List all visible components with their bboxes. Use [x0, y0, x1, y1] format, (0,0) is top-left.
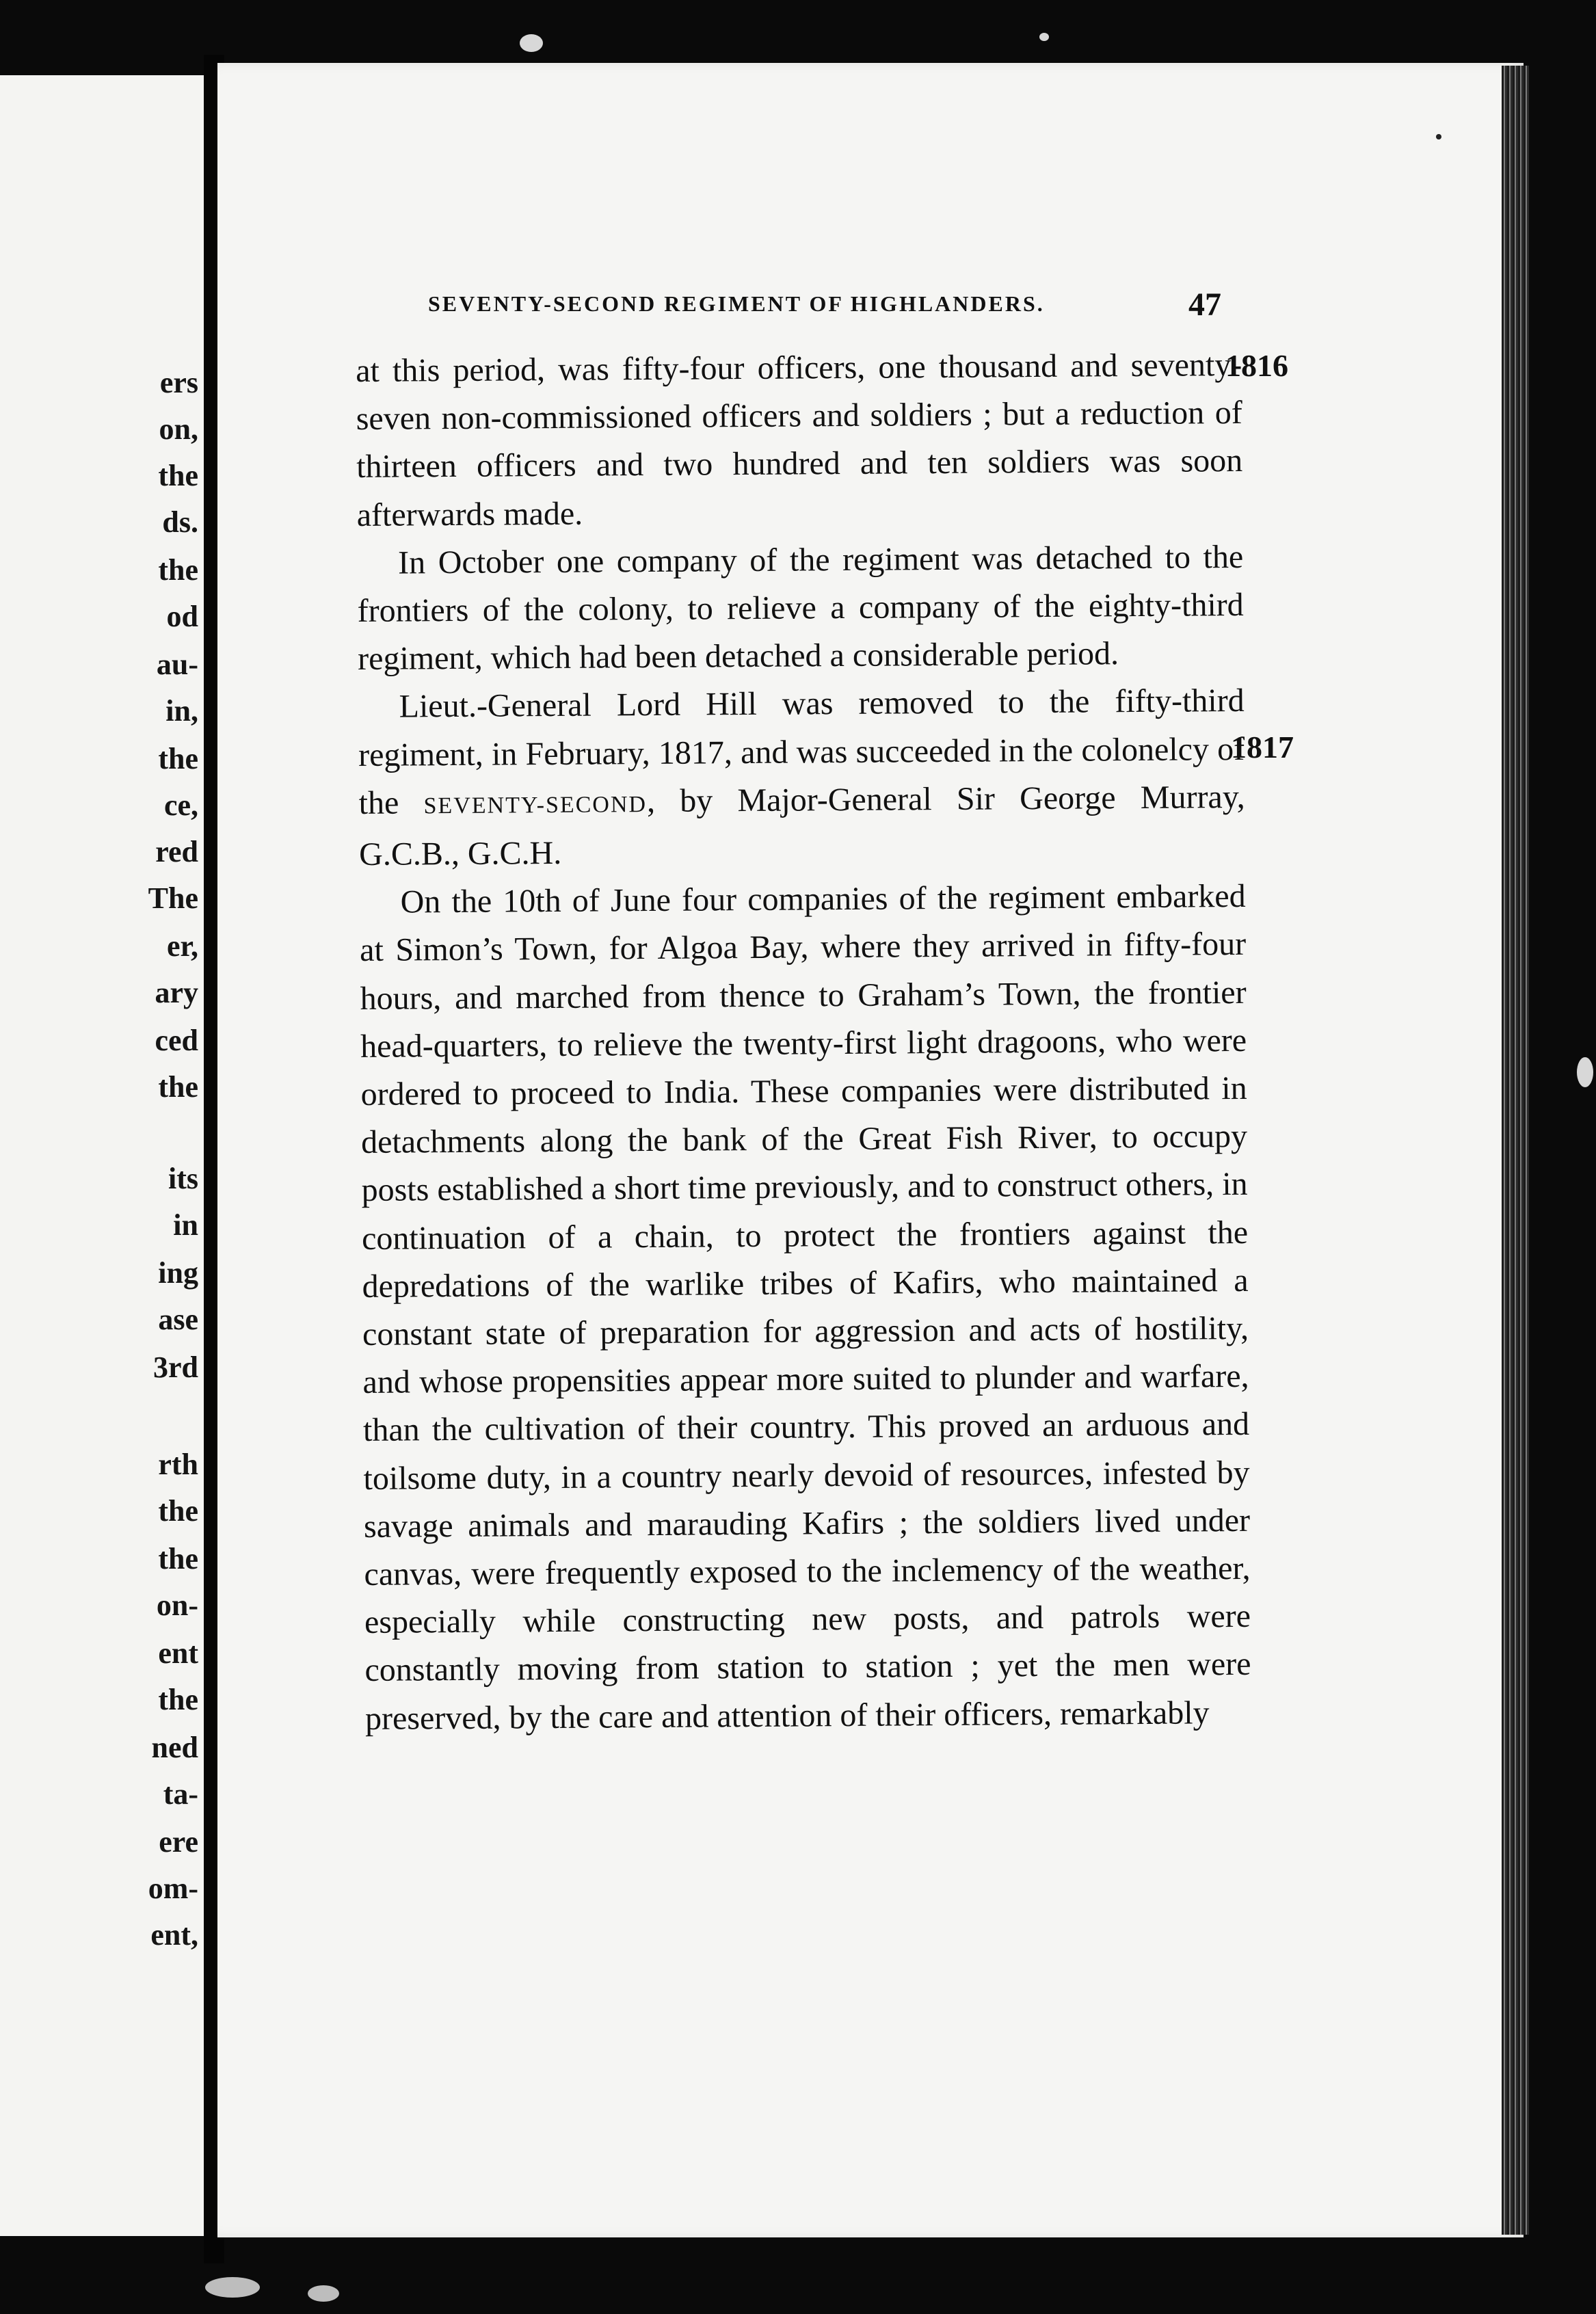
running-title: SEVENTY-SECOND REGIMENT OF HIGHLANDERS. — [428, 291, 1045, 316]
left-fragment: ers — [159, 366, 198, 399]
paragraph-2 — [357, 533, 1244, 684]
left-fragment: od — [166, 600, 198, 633]
page-header — [428, 286, 1221, 327]
margin-year-1817: 1817 — [1231, 730, 1294, 764]
left-fragment: its — [168, 1162, 198, 1195]
left-fragment: the — [158, 742, 198, 775]
left-fragment: on- — [156, 1588, 198, 1622]
left-facing-page — [0, 75, 204, 2236]
left-fragment: ned — [151, 1731, 198, 1764]
left-fragment: the — [158, 1494, 198, 1528]
small-caps-regiment-name: SEVENTY-SECOND — [423, 791, 648, 819]
scan-speck — [1436, 134, 1441, 139]
paragraph-text: In October one company of the regiment was detached to the frontiers of the colony, to relieve a company of the eighty-third regiment, which had been detached a considerable period. — [357, 538, 1244, 678]
left-fragment: ing — [158, 1256, 198, 1290]
left-fragment: au- — [156, 648, 198, 681]
paragraph-3 — [358, 677, 1245, 879]
page-edges — [1502, 66, 1529, 2235]
left-fragment: 3rd — [153, 1351, 198, 1384]
scan-speck — [1577, 1057, 1593, 1087]
scan-speck — [520, 34, 543, 52]
left-fragment: ta- — [163, 1777, 198, 1811]
left-fragment: om- — [148, 1872, 198, 1905]
body-text — [356, 341, 1251, 1743]
left-fragment: in, — [165, 694, 198, 728]
page-number: 47 — [1188, 287, 1221, 323]
left-fragment: the — [158, 553, 198, 587]
left-fragment: the — [158, 459, 198, 492]
left-fragment: ere — [159, 1825, 198, 1859]
paragraph-text: Lieut.-General Lord Hill was removed to the fifty-third regiment, in February, 1817, and was succeeded in the colonelcy of the — [358, 682, 1245, 821]
left-fragment: The — [148, 881, 198, 915]
left-fragment: ary — [155, 976, 198, 1009]
left-fragment: the — [158, 1542, 198, 1575]
left-fragment: on, — [159, 412, 198, 446]
left-fragment: rth — [158, 1448, 198, 1481]
left-fragment: ent — [158, 1636, 198, 1670]
left-fragment: red — [155, 835, 198, 868]
scan-speck — [1039, 33, 1049, 41]
left-fragment: the — [158, 1683, 198, 1716]
left-fragment: ds. — [162, 505, 198, 539]
paragraph-text: , by Major-General Sir George Murray, G.C.B., G.C.H. — [358, 778, 1245, 873]
margin-year-1816: 1816 — [1225, 348, 1288, 383]
scan-speck — [205, 2277, 260, 2298]
left-fragment: ase — [158, 1303, 198, 1336]
scan-speck — [308, 2285, 339, 2302]
left-fragment: in — [173, 1208, 198, 1242]
paragraph-text: at this period, was fifty-four officers, one thousand and seventy-seven non-commissioned officers and soldiers ; but a reduction of thirteen officers and two hundred and ten soldiers was soon afterwards made. — [356, 346, 1243, 533]
paragraph-1 — [356, 341, 1243, 540]
left-fragment: the — [158, 1070, 198, 1104]
paragraph-4 — [359, 873, 1251, 1743]
left-fragment: ent, — [150, 1918, 198, 1952]
left-fragment: er, — [166, 929, 198, 963]
paragraph-text: On the 10th of June four companies of the regiment embarked at Simon’s Town, for Algoa Bay, where they arrived in fifty-four hours, and marched from thence to Graham’s Town, the frontier head-quarters, to relieve the twenty-first light dragoons, who were ordered to proceed to India. These companies were distributed in detachments along the bank of the Great Fish River, to occupy posts established a short time previously, and to construct others, in continuation of a chain, to protect the frontiers against the depredations of the warlike tribes of Kafirs, who maintained a constant state of preparation for aggression and acts of hostility, and whose propensities appear more suited to plunder and warfare, than the cultivation of their country. This proved an arduous and toilsome duty, in a country nearly devoid of resources, infested by savage animals and marauding Kafirs ; the soldiers lived under canvas, were frequently exposed to the inclemency of the weather, especially while constructing new posts, and patrols were constantly moving from station to station ; yet the men were preserved, by the care and attention of their officers, remarkably — [359, 878, 1251, 1737]
left-fragment: ced — [155, 1024, 198, 1057]
left-fragment: ce, — [163, 788, 198, 822]
